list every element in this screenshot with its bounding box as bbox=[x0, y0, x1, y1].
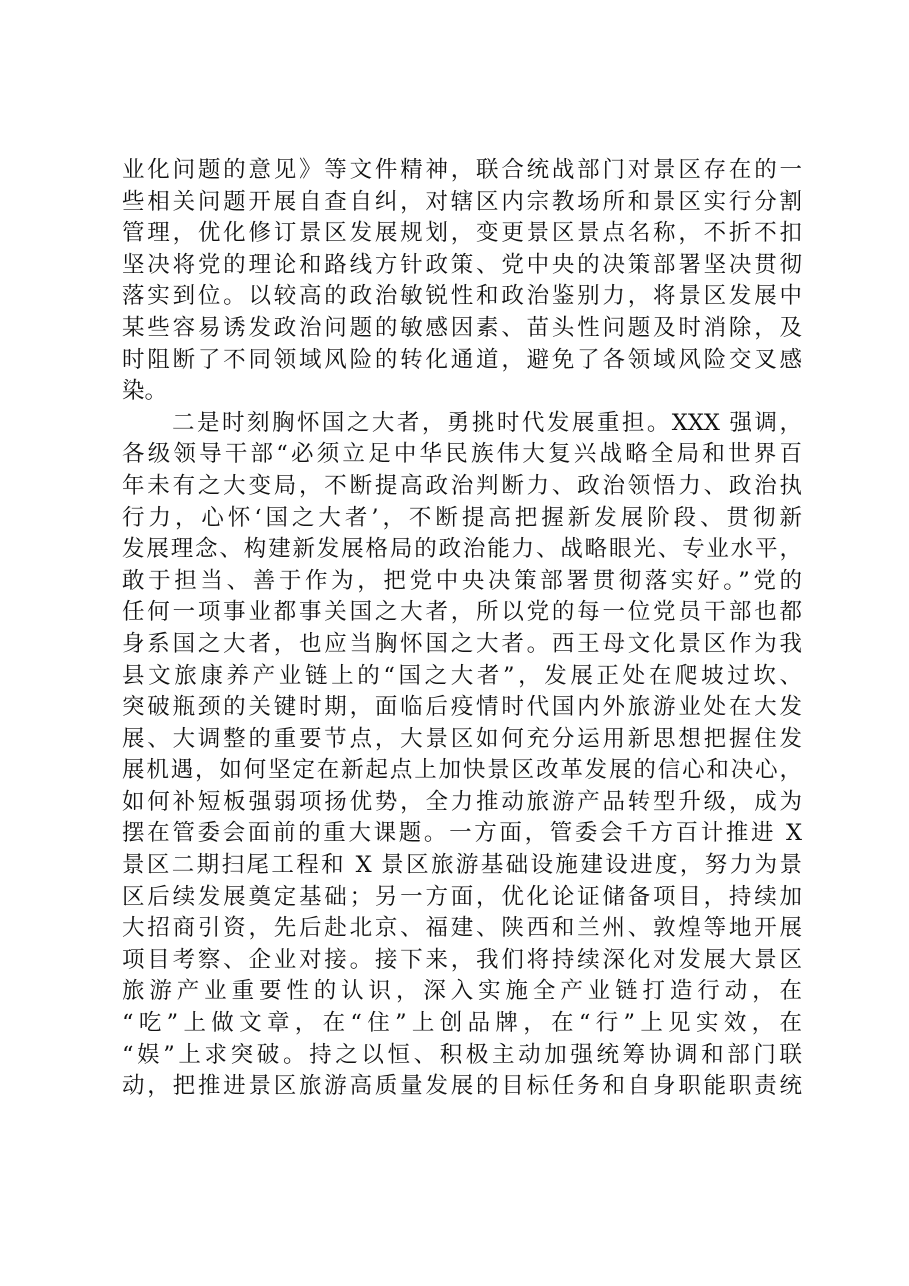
text-line: 景区二期扫尾工程和 X 景区旅游基础设施建设进度，努力为景 bbox=[122, 852, 802, 879]
text-line: 业化问题的意见》等文件精神，联合统战部门对景区存在的一 bbox=[122, 157, 802, 183]
text-line: 区后续发展奠定基础；另一方面，优化论证储备项目，持续加 bbox=[122, 883, 802, 910]
text-line: 发展理念、构建新发展格局的政治能力、战略眼光、专业水平， bbox=[122, 536, 802, 563]
text-line: 坚决将党的理论和路线方针政策、党中央的决策部署坚决贯彻 bbox=[122, 251, 802, 278]
text-line: 大招商引资，先后赴北京、福建、陕西和兰州、敦煌等地开展 bbox=[122, 915, 802, 942]
text-line: 时阻断了不同领域风险的转化通道，避免了各领域风险交叉感 bbox=[122, 346, 802, 373]
text-line: 管理，优化修订景区发展规划，变更景区景点名称，不折不扣 bbox=[122, 220, 802, 247]
text-line: 如何补短板强弱项扬优势，全力推动旅游产品转型升级，成为 bbox=[122, 788, 802, 815]
paragraph-start-line: 二是时刻胸怀国之大者，勇挑时代发展重担。XXX 强调， bbox=[122, 409, 802, 436]
text-line: 某些容易诱发政治问题的敏感因素、苗头性问题及时消除，及 bbox=[122, 314, 802, 341]
body-text bbox=[122, 155, 802, 1103]
text-line: 项目考察、企业对接。接下来，我们将持续深化对发展大景区 bbox=[122, 946, 802, 973]
text-line: 县文旅康养产业链上的“国之大者”，发展正处在爬坡过坎、 bbox=[122, 662, 802, 689]
text-line: “娱”上求突破。持之以恒、积极主动加强统筹协调和部门联 bbox=[122, 1041, 802, 1068]
text-line: 摆在管委会面前的重大课题。一方面，管委会千方百计推进 X bbox=[122, 820, 802, 847]
text-line: 各级领导干部“必须立足中华民族伟大复兴战略全局和世界百 bbox=[122, 441, 802, 468]
text-line: 年未有之大变局，不断提高政治判断力、政治领悟力、政治执 bbox=[122, 472, 802, 499]
text-line: 落实到位。以较高的政治敏锐性和政治鉴别力，将景区发展中 bbox=[122, 283, 802, 310]
text-line: 旅游产业重要性的认识，深入实施全产业链打造行动，在 bbox=[122, 978, 802, 1005]
text-line: 身系国之大者，也应当胸怀国之大者。西王母文化景区作为我 bbox=[122, 630, 802, 657]
text-line: 展、大调整的重要节点，大景区如何充分运用新思想把握住发 bbox=[122, 725, 802, 752]
text-line: “吃”上做文章，在“住”上创品牌，在“行”上见实效，在 bbox=[122, 1010, 802, 1037]
text-line: 任何一项事业都事关国之大者，所以党的每一位党员干部也都 bbox=[122, 599, 802, 626]
text-line: 突破瓶颈的关键时期，面临后疫情时代国内外旅游业处在大发 bbox=[122, 694, 802, 721]
text-line: 展机遇，如何坚定在新起点上加快景区改革发展的信心和决心， bbox=[122, 757, 802, 784]
text-line: 行力，心怀‘国之大者’，不断提高把握新发展阶段、贯彻新 bbox=[122, 504, 802, 531]
text-line: 敢于担当、善于作为，把党中央决策部署贯彻落实好。”党的 bbox=[122, 567, 802, 594]
text-line: 些相关问题开展自查自纠，对辖区内宗教场所和景区实行分割 bbox=[122, 188, 802, 215]
text-line: 染。 bbox=[122, 378, 168, 405]
text-line: 动，把推进景区旅游高质量发展的目标任务和自身职能职责统 bbox=[122, 1073, 802, 1100]
